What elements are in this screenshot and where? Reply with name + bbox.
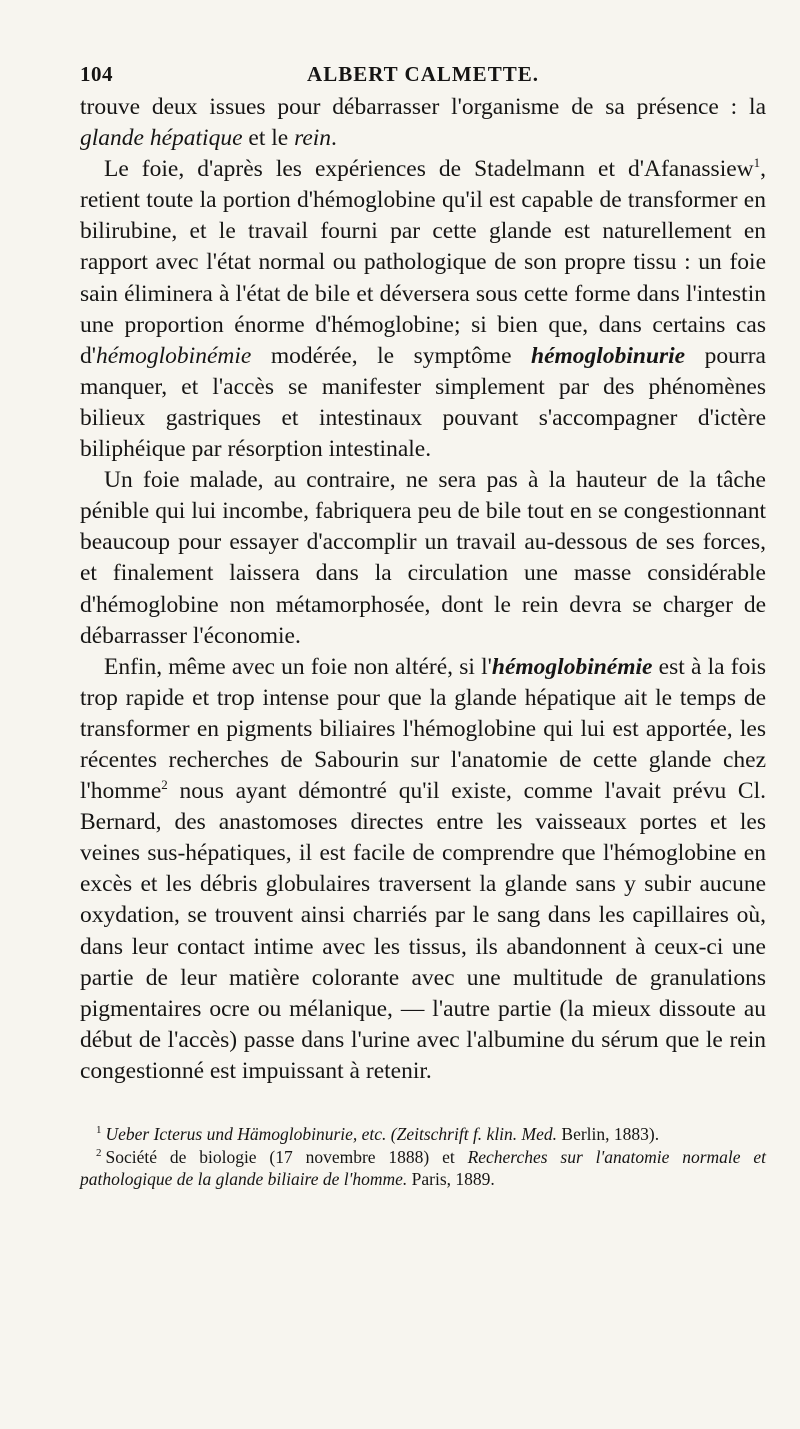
italic-term: rein [294, 125, 332, 152]
paragraph-4: Enfin, même avec un foie non altéré, si l'hémoglobinémie est à la fois trop rapide et trop intense pour que la glande hépatique ait le temps de transformer en pigments biliaires l'hémoglobine qui lui est apportée, les récentes recherches de Sabourin sur l'anatomie de cette glande chez l'homme$^2$ nous ayant démontré qu'il existe, comme l'avait prévu Cl. Bernard, des anastomoses directes entre les vaisseaux portes et les veines sus-hépatiques, il est facile de comprendre que l'hémoglobine en excès et les débris globulaires traversent la glande sans y subir aucune oxydation, se trouvent ainsi charriés par le sang dans les capillaires où, dans leur contact intime avec les tissus, ils abandonnent à ceux-ci une partie de leur matière colorante avec une multitude de granulations pigmentaires ocre ou mélanique, — l'autre partie (la mieux dissoute au début de l'accès) passe dans l'urine avec l'albumine du sérum que le rein congestionné est impuissant à retenir. [80, 653, 766, 1084]
body-text [80, 92, 766, 1087]
footnote-ref-2[interactable]: 2 [161, 777, 168, 793]
paragraph-3: Un foie malade, au contraire, ne sera pas à la hauteur de la tâche pénible qui lui incombe, fabriquera peu de bile tout en se congestionnant beaucoup pour essayer d'accomplir un travail au-dessous de ses forces, et finalement laissera dans la circulation une masse considérable d'hémoglobine non métamorphosée, dont le rein devra se charger de débarrasser l'économie. [80, 467, 766, 649]
footnote-ref-1[interactable]: 1 [753, 155, 761, 171]
book-page [80, 58, 766, 1191]
footnote-2: $^2$ Société de biologie (17 novembre 1888) et Recherches sur l'anatomie normale et pathologique de la glande biliaire de l'homme. Paris, 1889. [80, 1146, 767, 1189]
footnotes [80, 1123, 766, 1191]
page-header [80, 58, 766, 92]
running-title: ALBERT CALMETTE. [307, 62, 539, 86]
page-number: 104 [80, 62, 113, 86]
italic-term: hémoglobinémie [95, 342, 252, 369]
paragraph-2: Le foie, d'après les expériences de Stadelmann et d'Afanassiew$^1$, retient toute la portion d'hémoglobine qu'il est capable de transformer en bilirubine, et le travail fourni par cette glande est naturellement en rapport avec l'état normal ou pathologique de son propre tissu : un foie sain éliminera à l'état de bile et déversera sous cette forme dans l'intestin une proportion énorme d'hémoglobine; si bien que, dans certains cas d'hémoglobinémie modérée, le symptôme hémoglobinurie pourra manquer, et l'accès se manifester simplement par des phénomènes bilieux gastriques et intestinaux pouvant s'accompagner d'ictère biliphéique par résorption intestinale. [80, 155, 766, 463]
bold-italic-term: hémoglobinurie [531, 342, 686, 369]
bold-italic-term: hémoglobinémie [491, 653, 653, 680]
italic-term: glande hépatique [80, 125, 243, 152]
footnote-mark: 1 [96, 1124, 102, 1136]
paragraph-1: trouve deux issues pour débarrasser l'organisme de sa présence : la glande hépatique et le rein. [80, 94, 766, 152]
footnote-1: $^1$ Ueber Icterus und Hämoglobinurie, etc. (Zeitschrift f. klin. Med. Berlin, 1883). [96, 1124, 660, 1144]
footnote-mark: 2 [96, 1146, 102, 1159]
